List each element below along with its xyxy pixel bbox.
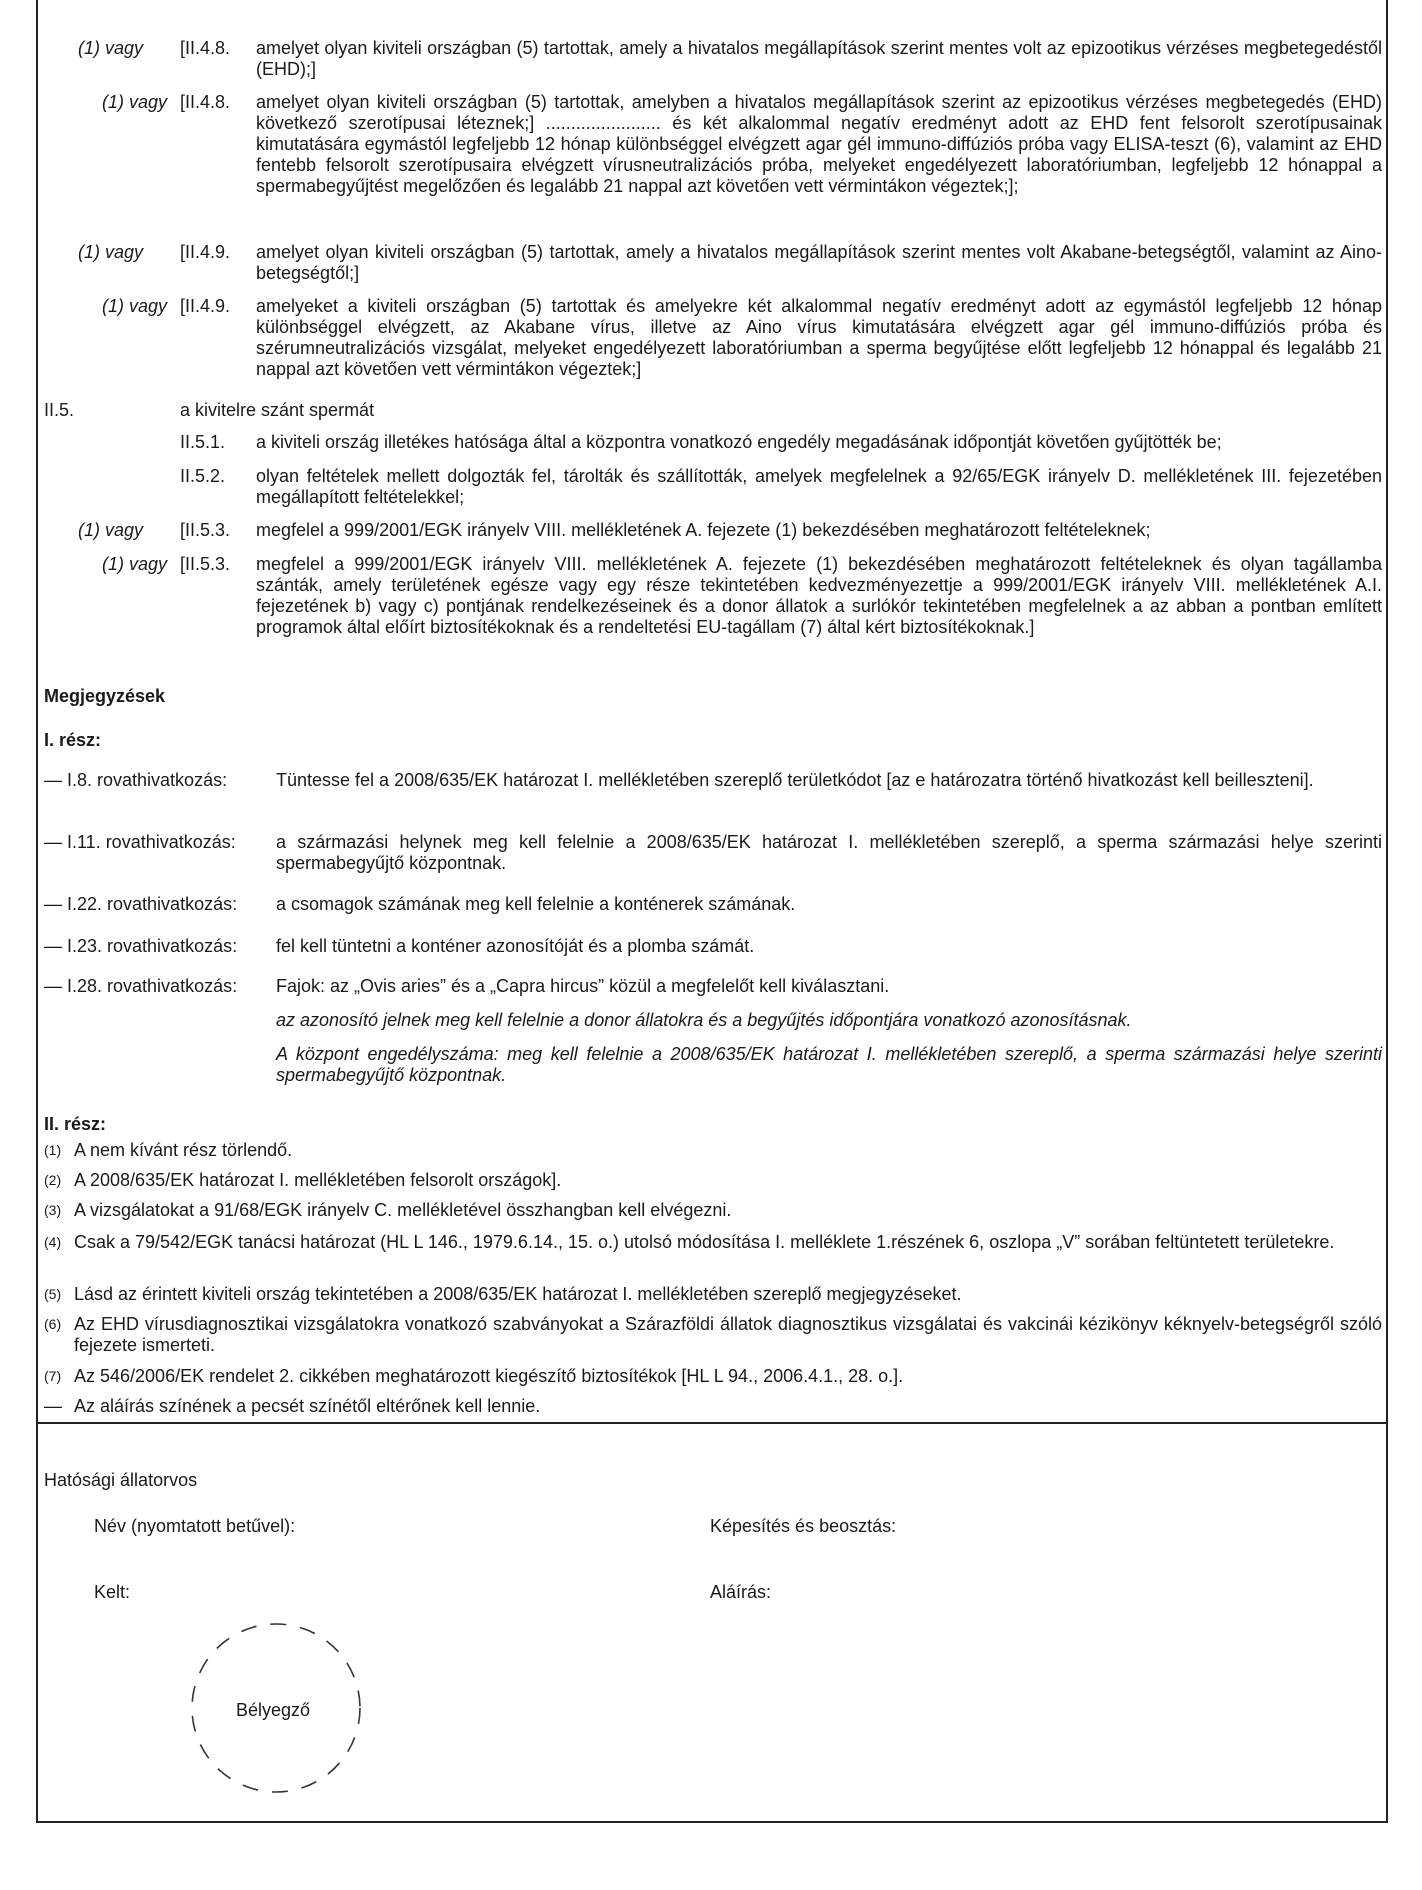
official-vet-title: Hatósági állatorvos (44, 1470, 198, 1490)
clause-code: II.5.1. (180, 432, 226, 452)
footnote-text: Az 546/2006/EK rendelet 2. cikkében meghatározott kiegészítő biztosítékok [HL L 94., 2006.4.1., 28. o.]. (74, 1366, 904, 1386)
footnote-mark: (7) (44, 1368, 62, 1384)
footnote-text: A 2008/635/EK határozat I. mellékletében felsorolt országok]. (74, 1170, 562, 1190)
clause-code: [II.4.9. (180, 242, 231, 262)
note-text: Tüntesse fel a 2008/635/EK határozat I. mellékletében szereplő területkódot [az e határozatra történő hivatkozást kell beilleszteni]. (276, 770, 1314, 790)
footnote-text: A vizsgálatokat a 91/68/EGK irányelv C. mellékletével összhangban kell elvégezni. (74, 1200, 732, 1220)
notes-heading: Megjegyzések (44, 686, 166, 706)
clause-code: [II.4.8. (180, 38, 231, 58)
option-marker: (1) vagy (102, 92, 168, 112)
date-label: Kelt: (94, 1582, 131, 1602)
clause-code: [II.4.9. (180, 296, 231, 316)
note-text: a származási helynek meg kell felelnie a 2008/635/EK határozat I. mellékletében szereplő, a sperma származási helye szerinti spermabegyűjtő központnak. (276, 832, 1382, 873)
footnote-mark: (2) (44, 1172, 62, 1188)
footnote-text: Az EHD vírusdiagnosztikai vizsgálatokra vonatkozó szabványokat a Szárazföldi állatok diagnosztikus vizsgálatai és vakcinái kézikönyv kéknyelv-betegségről szóló fejezete ismerteti. (74, 1314, 1382, 1355)
part2-heading: II. rész: (44, 1114, 107, 1134)
clause-code: [II.4.8. (180, 92, 231, 112)
note-italic-approval: A központ engedélyszáma: meg kell felelnie a 2008/635/EK határozat I. mellékletében szereplő, a sperma származási helye szerinti spermabegyűjtő központnak. (276, 1044, 1382, 1085)
footnote-mark: (5) (44, 1286, 62, 1302)
option-marker: (1) vagy (78, 520, 144, 540)
clause-text: amelyet olyan kiviteli országban (5) tartottak, amely a hivatalos megállapítások szerint mentes volt Akabane-betegségtől, valamint az Aino-betegségtől;] (256, 242, 1382, 283)
section-code: II.5. (44, 400, 75, 420)
clause-text: amelyet olyan kiviteli országban (5) tartottak, amely a hivatalos megállapítások szerint mentes volt az epizootikus vérzéses megbetegedéstől (EHD);] (256, 38, 1382, 79)
clause-text: megfelel a 999/2001/EGK irányelv VIII. mellékletének A. fejezete (1) bekezdésében meghatározott feltételeknek és olyan tagállamba szánták, amely területének egésze vagy egy része tekintetében kedvezményezettje a 999/2001/EGK irányelv VIII. mellékletének A.I. fejezetének b) vagy c) pontjának rendelkezéseinek és a donor állatok a surlókór tekintetében megfelelnek a az abban a pontban említett programok által előírt biztosítékoknak és a rendeltetési EU-tagállam (7) által kért biztosítékoknak.] (256, 554, 1382, 637)
stamp-label: Bélyegző (236, 1700, 311, 1720)
section-divider (36, 1422, 1388, 1424)
name-label: Név (nyomtatott betűvel): (94, 1516, 296, 1536)
note-label: — I.23. rovathivatkozás: (44, 936, 238, 956)
footnote-text: Az aláírás színének a pecsét színétől eltérőnek kell lennie. (74, 1396, 541, 1416)
note-text: fel kell tüntetni a konténer azonosítóját és a plomba számát. (276, 936, 755, 956)
clause-text: olyan feltételek mellett dolgozták fel, tárolták és szállították, amelyek megfelelnek a 92/65/EGK irányelv D. mellékletének III. fejezetében megállapított feltételekkel; (256, 466, 1382, 507)
signature-label: Aláírás: (710, 1582, 772, 1602)
option-marker: (1) vagy (102, 554, 168, 574)
footnote-mark: (4) (44, 1234, 62, 1250)
clause-code: [II.5.3. (180, 554, 231, 574)
qualification-label: Képesítés és beosztás: (710, 1516, 897, 1536)
note-label: — I.11. rovathivatkozás: (44, 832, 236, 852)
clause-text: a kiviteli ország illetékes hatósága által a központra vonatkozó engedély megadásának időpontját követően gyűjtötték be; (256, 432, 1222, 452)
note-text: Fajok: az „Ovis aries” és a „Capra hircus” közül a megfelelőt kell kiválasztani. (276, 976, 890, 996)
footnote-text: Csak a 79/542/EGK tanácsi határozat (HL L 146., 1979.6.14., 15. o.) utolsó módosítása I. melléklete 1.részének 6, oszlopa „V” sorában feltüntetett területekre. (74, 1232, 1335, 1252)
footnote-mark: — (44, 1396, 62, 1416)
footnote-mark: (6) (44, 1316, 62, 1332)
option-marker: (1) vagy (102, 296, 168, 316)
note-text: a csomagok számának meg kell felelnie a konténerek számának. (276, 894, 796, 914)
footnote-text: A nem kívánt rész törlendő. (74, 1140, 293, 1160)
footnote-mark: (1) (44, 1142, 62, 1158)
part1-heading: I. rész: (44, 730, 102, 750)
clause-code: [II.5.3. (180, 520, 231, 540)
section-text: a kivitelre szánt spermát (180, 400, 375, 420)
option-marker: (1) vagy (78, 242, 144, 262)
note-label: — I.28. rovathivatkozás: (44, 976, 238, 996)
clause-text: amelyet olyan kiviteli országban (5) tartottak, amelyben a hivatalos megállapítások szerint az epizootikus vérzéses megbetegedés (EHD) következő szerotípusai léteznek;] ....................... és két alkalommal negatív eredményt adott az EHD fent felsorolt szerotípusainak kimutatására egymástól legfeljebb 12 hónap különbséggel elvégzett agar gél immuno-diffúziós próba vagy ELISA-teszt (6), valamint az EHD fentebb felsorolt szerotípusaira elvégzett vírusneutralizációs próba, melyeket engedélyezett laboratóriumban, legfeljebb 12 hónappal a spermabegyűjtést megelőzően és legalább 21 nappal azt követően vett vérmintákon végeztek;]; (256, 92, 1382, 196)
note-label: — I.22. rovathivatkozás: (44, 894, 238, 914)
footnote-mark: (3) (44, 1202, 62, 1218)
note-label: — I.8. rovathivatkozás: (44, 770, 228, 790)
option-marker: (1) vagy (78, 38, 144, 58)
footnote-text: Lásd az érintett kiviteli ország tekintetében a 2008/635/EK határozat I. mellékletében szereplő megjegyzéseket. (74, 1284, 962, 1304)
clause-text: amelyeket a kiviteli országban (5) tartottak és amelyekre két alkalommal negatív eredményt adott az egymástól legfeljebb 12 hónap különbséggel elvégzett, az Akabane vírus, illetve az Aino vírus kimutatására elvégzett agar gél immuno-diffúziós próba és szérumneutralizációs vizsgálat, melyeket engedélyezett laboratóriumban a sperma begyűjtése előtt legfeljebb 12 hónappal és legalább 21 nappal azt követően vett vérmintákon végeztek;] (256, 296, 1382, 379)
note-italic-id: az azonosító jelnek meg kell felelnie a donor állatokra és a begyűjtés időpontjára vonatkozó azonosításnak. (276, 1010, 1132, 1030)
clause-code: II.5.2. (180, 466, 226, 486)
clause-text: megfelel a 999/2001/EGK irányelv VIII. mellékletének A. fejezete (1) bekezdésében meghatározott feltételeknek; (256, 520, 1151, 540)
